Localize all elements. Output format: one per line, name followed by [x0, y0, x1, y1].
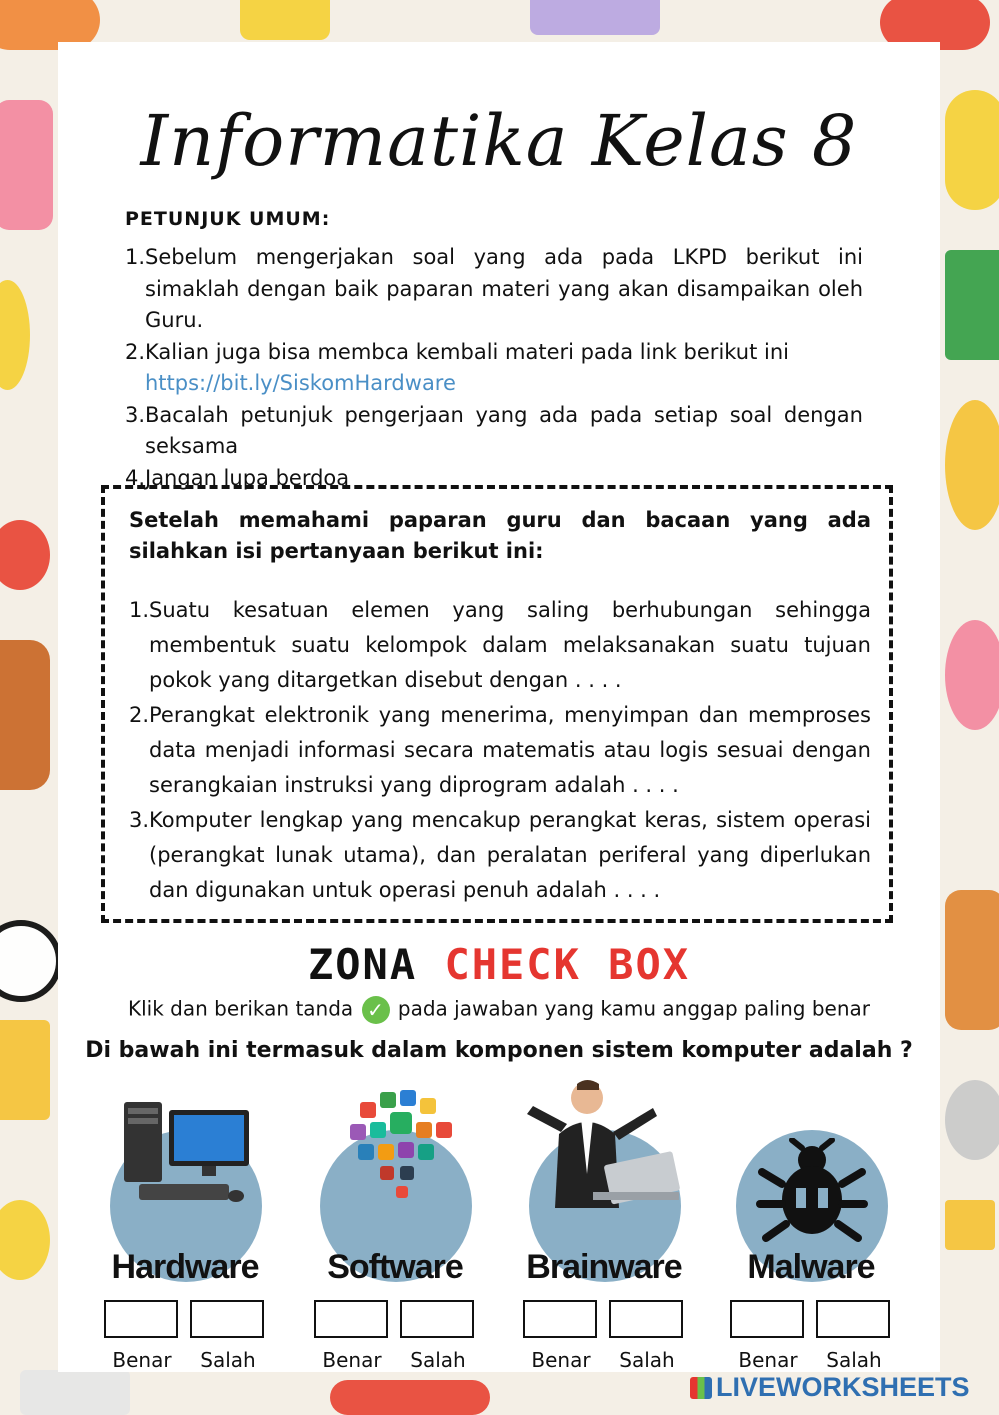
soccer-ball-icon [0, 920, 62, 1002]
benar-label: Benar [112, 1348, 172, 1372]
benar-label: Benar [322, 1348, 382, 1372]
salah-label: Salah [619, 1348, 675, 1372]
bag-left-icon [0, 640, 50, 790]
guide-item: 1. Sebelum mengerjakan soal yang ada pada LKPD berikut ini simaklah dengan baik paparan materi yang akan disampaikan oleh Guru. [125, 245, 863, 332]
rocket-left-icon [0, 520, 50, 590]
zona-heading: ZONA CHECK BOX [307, 940, 691, 989]
liveworksheets-logo[interactable]: LIVEWORKSHEETS [690, 1372, 990, 1410]
question-item: 2. Perangkat elektronik yang menerima, menyimpan dan memproses data menjadi informasi secara matematis atau logis sesuai dengan serangkaian instruksi yang diprogram adalah . . . . [129, 703, 871, 797]
salah-label: Salah [826, 1348, 882, 1372]
tablet-icon [530, 0, 660, 35]
computer-icon [114, 1092, 254, 1222]
pencil-icon [240, 0, 330, 40]
option-hardware [100, 1082, 270, 1382]
guide-item: 4. Jangan lupa berdoa [125, 465, 350, 490]
option-label: Software [327, 1248, 463, 1286]
option-label: Brainware [526, 1248, 682, 1286]
lemon-icon [0, 280, 30, 390]
liveworksheets-mark-icon [690, 1377, 712, 1399]
star-icon [945, 1200, 995, 1250]
bug-icon [756, 1138, 868, 1248]
option-label: Hardware [111, 1248, 259, 1286]
benar-label: Benar [531, 1348, 591, 1372]
salah-checkbox[interactable] [400, 1300, 474, 1338]
lemon-bottom-icon [0, 1200, 50, 1280]
page-title: Informatika Kelas 8 [140, 100, 858, 182]
checkbox-question: Di bawah ini termasuk dalam komponen sistem komputer adalah ? [85, 1038, 913, 1063]
option-brainware [519, 1082, 689, 1382]
notebook-icon [945, 250, 999, 360]
apps-cloud-icon [330, 1082, 470, 1212]
benar-checkbox[interactable] [523, 1300, 597, 1338]
guide-heading: PETUNJUK UMUM: [125, 208, 331, 230]
benar-checkbox[interactable] [314, 1300, 388, 1338]
benar-checkbox[interactable] [730, 1300, 804, 1338]
guide-item: 2. Kalian juga bisa membca kembali materi pada link berikut ini https://bit.ly/SiskomHardware [125, 339, 789, 395]
question-list [129, 593, 871, 908]
question-box [101, 485, 893, 923]
letter-b-icon [0, 100, 53, 230]
paperclip-icon [945, 1080, 999, 1160]
pizza-icon [0, 1020, 50, 1120]
check-icon: ✓ [362, 996, 390, 1024]
salah-checkbox[interactable] [816, 1300, 890, 1338]
benar-label: Benar [738, 1348, 798, 1372]
salah-label: Salah [200, 1348, 256, 1372]
number-3-icon [945, 620, 999, 730]
salah-checkbox[interactable] [609, 1300, 683, 1338]
salah-label: Salah [410, 1348, 466, 1372]
question-item: 1. Suatu kesatuan elemen yang saling berhubungan sehingga membentuk suatu kelompok dalam melaksanakan suatu tujuan pokok yang ditargetkan disebut dengan . . . . [129, 598, 871, 692]
question-item: 3. Komputer lengkap yang mencakup perangkat keras, sistem operasi (perangkat lunak utama), dan peralatan periferal yang diperlukan dan digunakan untuk operasi penuh adalah . . . . [129, 808, 871, 902]
question-intro: Setelah memahami paparan guru dan bacaan yang ada silahkan isi pertanyaan berikut ini: [129, 508, 871, 563]
instruction-text: Klik dan berikan tanda ✓ pada jawaban yang kamu anggap paling benar [128, 996, 870, 1022]
benar-checkbox[interactable] [104, 1300, 178, 1338]
option-label: Malware [747, 1248, 875, 1286]
rocket-bottom-icon [330, 1380, 490, 1415]
guide-item: 3. Bacalah petunjuk pengerjaan yang ada pada setiap soal dengan seksama [125, 402, 863, 458]
worksheet-page [58, 42, 940, 1372]
option-software [310, 1082, 480, 1382]
option-malware [726, 1082, 896, 1382]
bag-right-icon [945, 890, 999, 1030]
trophy-icon [945, 400, 999, 530]
salah-checkbox[interactable] [190, 1300, 264, 1338]
person-laptop-icon [523, 1074, 687, 1214]
material-link[interactable]: https://bit.ly/SiskomHardware [145, 371, 456, 395]
letter-c-icon [945, 90, 999, 210]
guide-list [125, 242, 863, 494]
